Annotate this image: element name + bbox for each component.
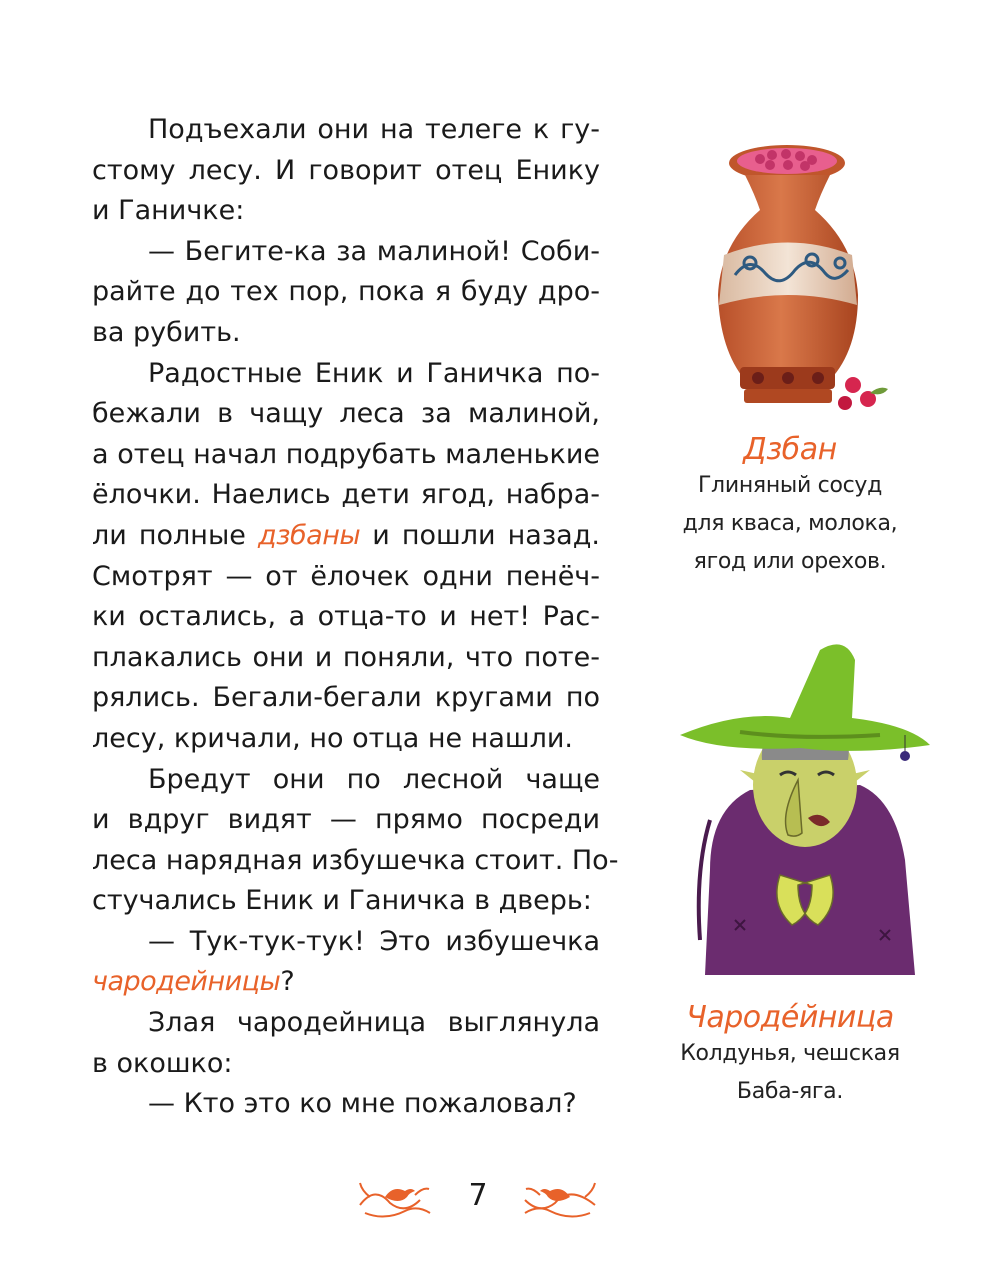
text-line	[92, 962, 600, 1003]
text-line: и Ганичке:	[92, 195, 245, 227]
glossary-term: Чародéйница	[686, 1000, 894, 1035]
text-line: ки остались, а отца-то и нет! Рас-	[92, 601, 600, 633]
text-fragment: ли полные	[92, 519, 258, 551]
text-line: рялись. Бегали-бегали кругами по	[92, 682, 600, 714]
text-line: Смотрят — от ёлочек одни пенёч-	[92, 560, 600, 592]
bird-ornament-right-icon	[520, 1175, 600, 1221]
glossary-definition-line: Колдунья, чешская	[680, 1041, 900, 1066]
text-line: — Кто это ко мне пожаловал?	[148, 1088, 577, 1120]
glossary-definition-line: Баба-яга.	[736, 1079, 844, 1104]
gloss-word-dzbany: дзбаны	[257, 519, 361, 551]
text-line: Злая чародейница выглянула	[148, 1007, 600, 1039]
text-line: Радостные Еник и Ганичка по-	[148, 357, 600, 389]
text-line: бежали в чащу леса за малиной,	[92, 398, 600, 430]
glossary-witch	[660, 1000, 920, 1111]
text-line: стому лесу. И говорит отец Енику	[92, 154, 600, 186]
glossary-definition-line: для кваса, молока,	[682, 511, 898, 536]
text-line: а отец начал подрубать маленькие	[92, 438, 600, 470]
gloss-word-charodeinitsy: чародейницы	[92, 966, 281, 998]
text-line: плакались они и поняли, что поте-	[92, 641, 600, 673]
text-line: и вдруг видят — прямо посреди	[92, 804, 600, 836]
jug-illustration	[700, 135, 900, 420]
bird-ornament-left-icon	[355, 1175, 435, 1221]
text-line: Подъехали они на телеге к гу-	[148, 114, 600, 145]
text-line: ва рубить.	[92, 316, 241, 348]
text-line: — Бегите-ка за малиной! Соби-	[148, 235, 600, 267]
witch-illustration	[680, 640, 940, 985]
text-fragment: ?	[280, 966, 295, 998]
glossary-definition-line: ягод или орехов.	[693, 549, 887, 574]
text-line: лесу, кричали, но отца не нашли.	[92, 722, 573, 754]
glossary-term: Дзбан	[743, 432, 837, 467]
glossary-definition-line: Глиняный сосуд	[697, 473, 883, 498]
page-footer	[0, 1170, 1000, 1230]
page-number: 7	[468, 1178, 488, 1213]
text-fragment: и пошли назад.	[360, 519, 600, 551]
text-line: леса нарядная избушечка стоит. По-	[92, 844, 619, 876]
text-line: ёлочки. Наелись дети ягод, набра-	[92, 479, 600, 511]
text-line	[92, 516, 600, 557]
text-line: — Тук-тук-тук! Это избушечка	[148, 925, 600, 957]
text-line: в окошко:	[92, 1047, 233, 1079]
text-line: стучались Еник и Ганичка в дверь:	[92, 885, 592, 917]
glossary-dzban	[660, 432, 920, 581]
text-line: Бредут они по лесной чаще	[148, 763, 600, 795]
text-line: райте до тех пор, пока я буду дро-	[92, 276, 600, 308]
story-text	[92, 110, 619, 1125]
